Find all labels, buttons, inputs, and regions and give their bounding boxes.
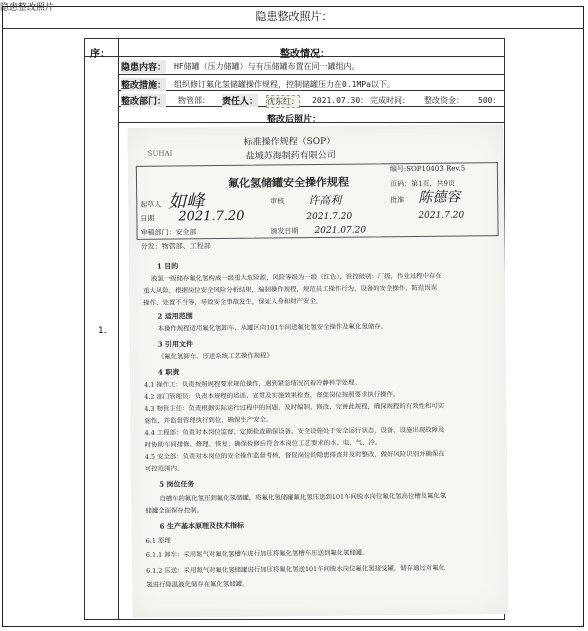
- department-value: 物管部：: [178, 96, 210, 105]
- rectified-document-photo: [127, 124, 508, 618]
- photo-doc-type: 标准操作规程（SOP）: [243, 136, 336, 148]
- divider: [118, 38, 119, 620]
- photo-distribution: 分发：物管部、工程部: [140, 242, 211, 251]
- paragraph-line: 4.5 安全部：负责对本岗位的安全操作监督考核，督促岗位的隐患排查并及时整改，做好风险识别并确保在: [144, 449, 445, 461]
- department-label: 整改部门：: [121, 94, 166, 107]
- paragraph-line: 重大风险，根据岗位安全风险分析结果，编制操作规程，规范员工操作行为，设备的安全操作，防范因误: [143, 283, 438, 295]
- photo-date-label: 日期: [140, 214, 155, 223]
- signature-date-4: 2021.07.20: [314, 225, 367, 237]
- sequence-number: 1．: [98, 326, 113, 336]
- divider: [84, 38, 504, 39]
- photo-issue-date-label: 颁发日期: [270, 227, 299, 236]
- photo-company: 盐城苏海制药有限公司: [245, 150, 336, 162]
- hazard-content-value: HF储罐（压力储罐）与有压储罐布置在同一罐组内。: [174, 62, 360, 71]
- photo-reviewer-label: 审核: [270, 197, 285, 206]
- paragraph-line: 《氟化氢卸车、压送系统工艺操作规程》: [157, 351, 273, 361]
- section-3-heading: 3 引用文件: [157, 339, 194, 349]
- photo-page: 页码：第1页，共9页: [390, 179, 456, 189]
- paragraph-line: 自槽车的氟化氢压到氟化氢储罐，将氟化氢储罐氟化氢压送到101车间脱水岗位氟化氢高位槽及氟化氢: [159, 491, 447, 503]
- paragraph-line: 4.1 操作工：负责按照规程要求规范操作，遇到紧急情况沉着冷静科学处理。: [144, 378, 361, 389]
- paragraph-line: 4.4 工程部：负责对本岗位监督、定期检查确保设备、安全设施处于安全运行状态，设备、设施出现故障及: [144, 425, 445, 437]
- deadline-value: 2021.07.30：: [312, 96, 369, 105]
- signature-date-3: 2021.7.20: [418, 210, 465, 221]
- paragraph-line: 储罐全面保存控制。: [145, 506, 204, 515]
- divider: [118, 90, 504, 91]
- paragraph-line: 时协助车间排修、修理、恢复；确保检修后符合本岗位工艺要求的水、电、气、冷。: [144, 438, 382, 449]
- subsection-heading: 6.1 原理: [145, 536, 171, 545]
- divider: [118, 74, 504, 75]
- divider: [84, 38, 85, 620]
- section-5-heading: 5 岗位任务: [159, 479, 195, 489]
- paragraph-line: 本操作规程适用氟化氢卸车、从罐区向101车间送氟化氢安全操作及氟化氢储存。: [157, 322, 388, 333]
- section-2-heading: 2 适用范围: [157, 311, 193, 321]
- divider: [2, 28, 584, 29]
- approver-signature: 陈德容: [418, 189, 461, 206]
- paragraph-line: 4.2 部门管理员：负责本规程的培训、宣贯及实施效果检查，督促岗位按照要求执行操作。: [144, 390, 400, 401]
- paragraph-line: 施性，并监督管理执行到位，确保生产安全。: [144, 415, 273, 425]
- photo-code: 编号:SOP10403 Rev.5: [389, 164, 466, 174]
- photo-drafter-label: 起草人: [140, 200, 162, 209]
- section-6-heading: 6 生产基本原理及技术指标: [159, 520, 244, 531]
- paragraph-line: 液氯一级储存氟化氢构成一级重大危险源，风险等级为一级（红色），管控级别：厂级，作业过程中存在: [150, 271, 442, 283]
- section-1-heading: 1 目的: [156, 261, 179, 271]
- person-label: 责任人：: [222, 94, 258, 107]
- signature-date-1: 2021.7.20: [178, 208, 245, 225]
- photo-title: 整改后照片：: [266, 115, 321, 125]
- paragraph-line: 操作、处置不当等，导致安全事故发生，保证人身和财产安全。: [143, 296, 323, 307]
- reviewer-signature: 许高利: [308, 193, 342, 208]
- paragraph-line: 氢进行降温液化储存在氟化氢储罐。: [146, 579, 249, 589]
- header-label: 隐患整改照片: [0, 3, 55, 13]
- photo-approver-label: 批准: [390, 196, 405, 205]
- photo-dept: 审稿部门：安全部: [140, 228, 197, 237]
- paragraph-line: 4.3 物管主任：负责根据实际运行过程中的问题，及时编制、修改、完善此规程，确保规程的有效性和可实: [144, 401, 445, 413]
- signature-date-2: 2021.7.20: [306, 211, 353, 223]
- paragraph-line: 可控范围内。: [144, 464, 184, 473]
- paragraph-line: 6.1.1 卸车：采用氮气对氟化氢槽车进行加压将氟化氢槽车压送到氟化氢储罐。: [145, 548, 369, 559]
- company-logo: SUHAI: [147, 149, 173, 158]
- finish-time-label: 完成时间：: [370, 96, 410, 105]
- page-title: 隐患整改照片：: [255, 10, 333, 23]
- paragraph-line: 6.1.2 压送：采用氮气对氟化氢储罐进行加压将氟化氢送101车间脱水岗位氟化氢接受罐，储存通过对氟化: [146, 563, 446, 575]
- divider: [84, 619, 504, 620]
- person-value: 沈东红：: [267, 97, 299, 106]
- hazard-content-label: 隐患内容：: [121, 60, 166, 73]
- photo-doc-title: 氟化氢储罐安全操作规程: [227, 175, 350, 190]
- drafter-signature: 如峰: [168, 191, 205, 213]
- measure-label: 整改措施：: [121, 78, 166, 91]
- column-header-seq: 序：: [90, 49, 110, 60]
- fund-label: 整改资金：: [424, 96, 464, 105]
- measure-value: 组织修订氟化氢储罐操作规程，控制储罐压力在0.1MPa以下。: [174, 80, 395, 89]
- fund-value: 500：: [478, 96, 501, 105]
- section-4-heading: 4 职责: [157, 367, 180, 377]
- column-header-situation: 整改情况：: [280, 49, 330, 60]
- divider: [118, 106, 504, 107]
